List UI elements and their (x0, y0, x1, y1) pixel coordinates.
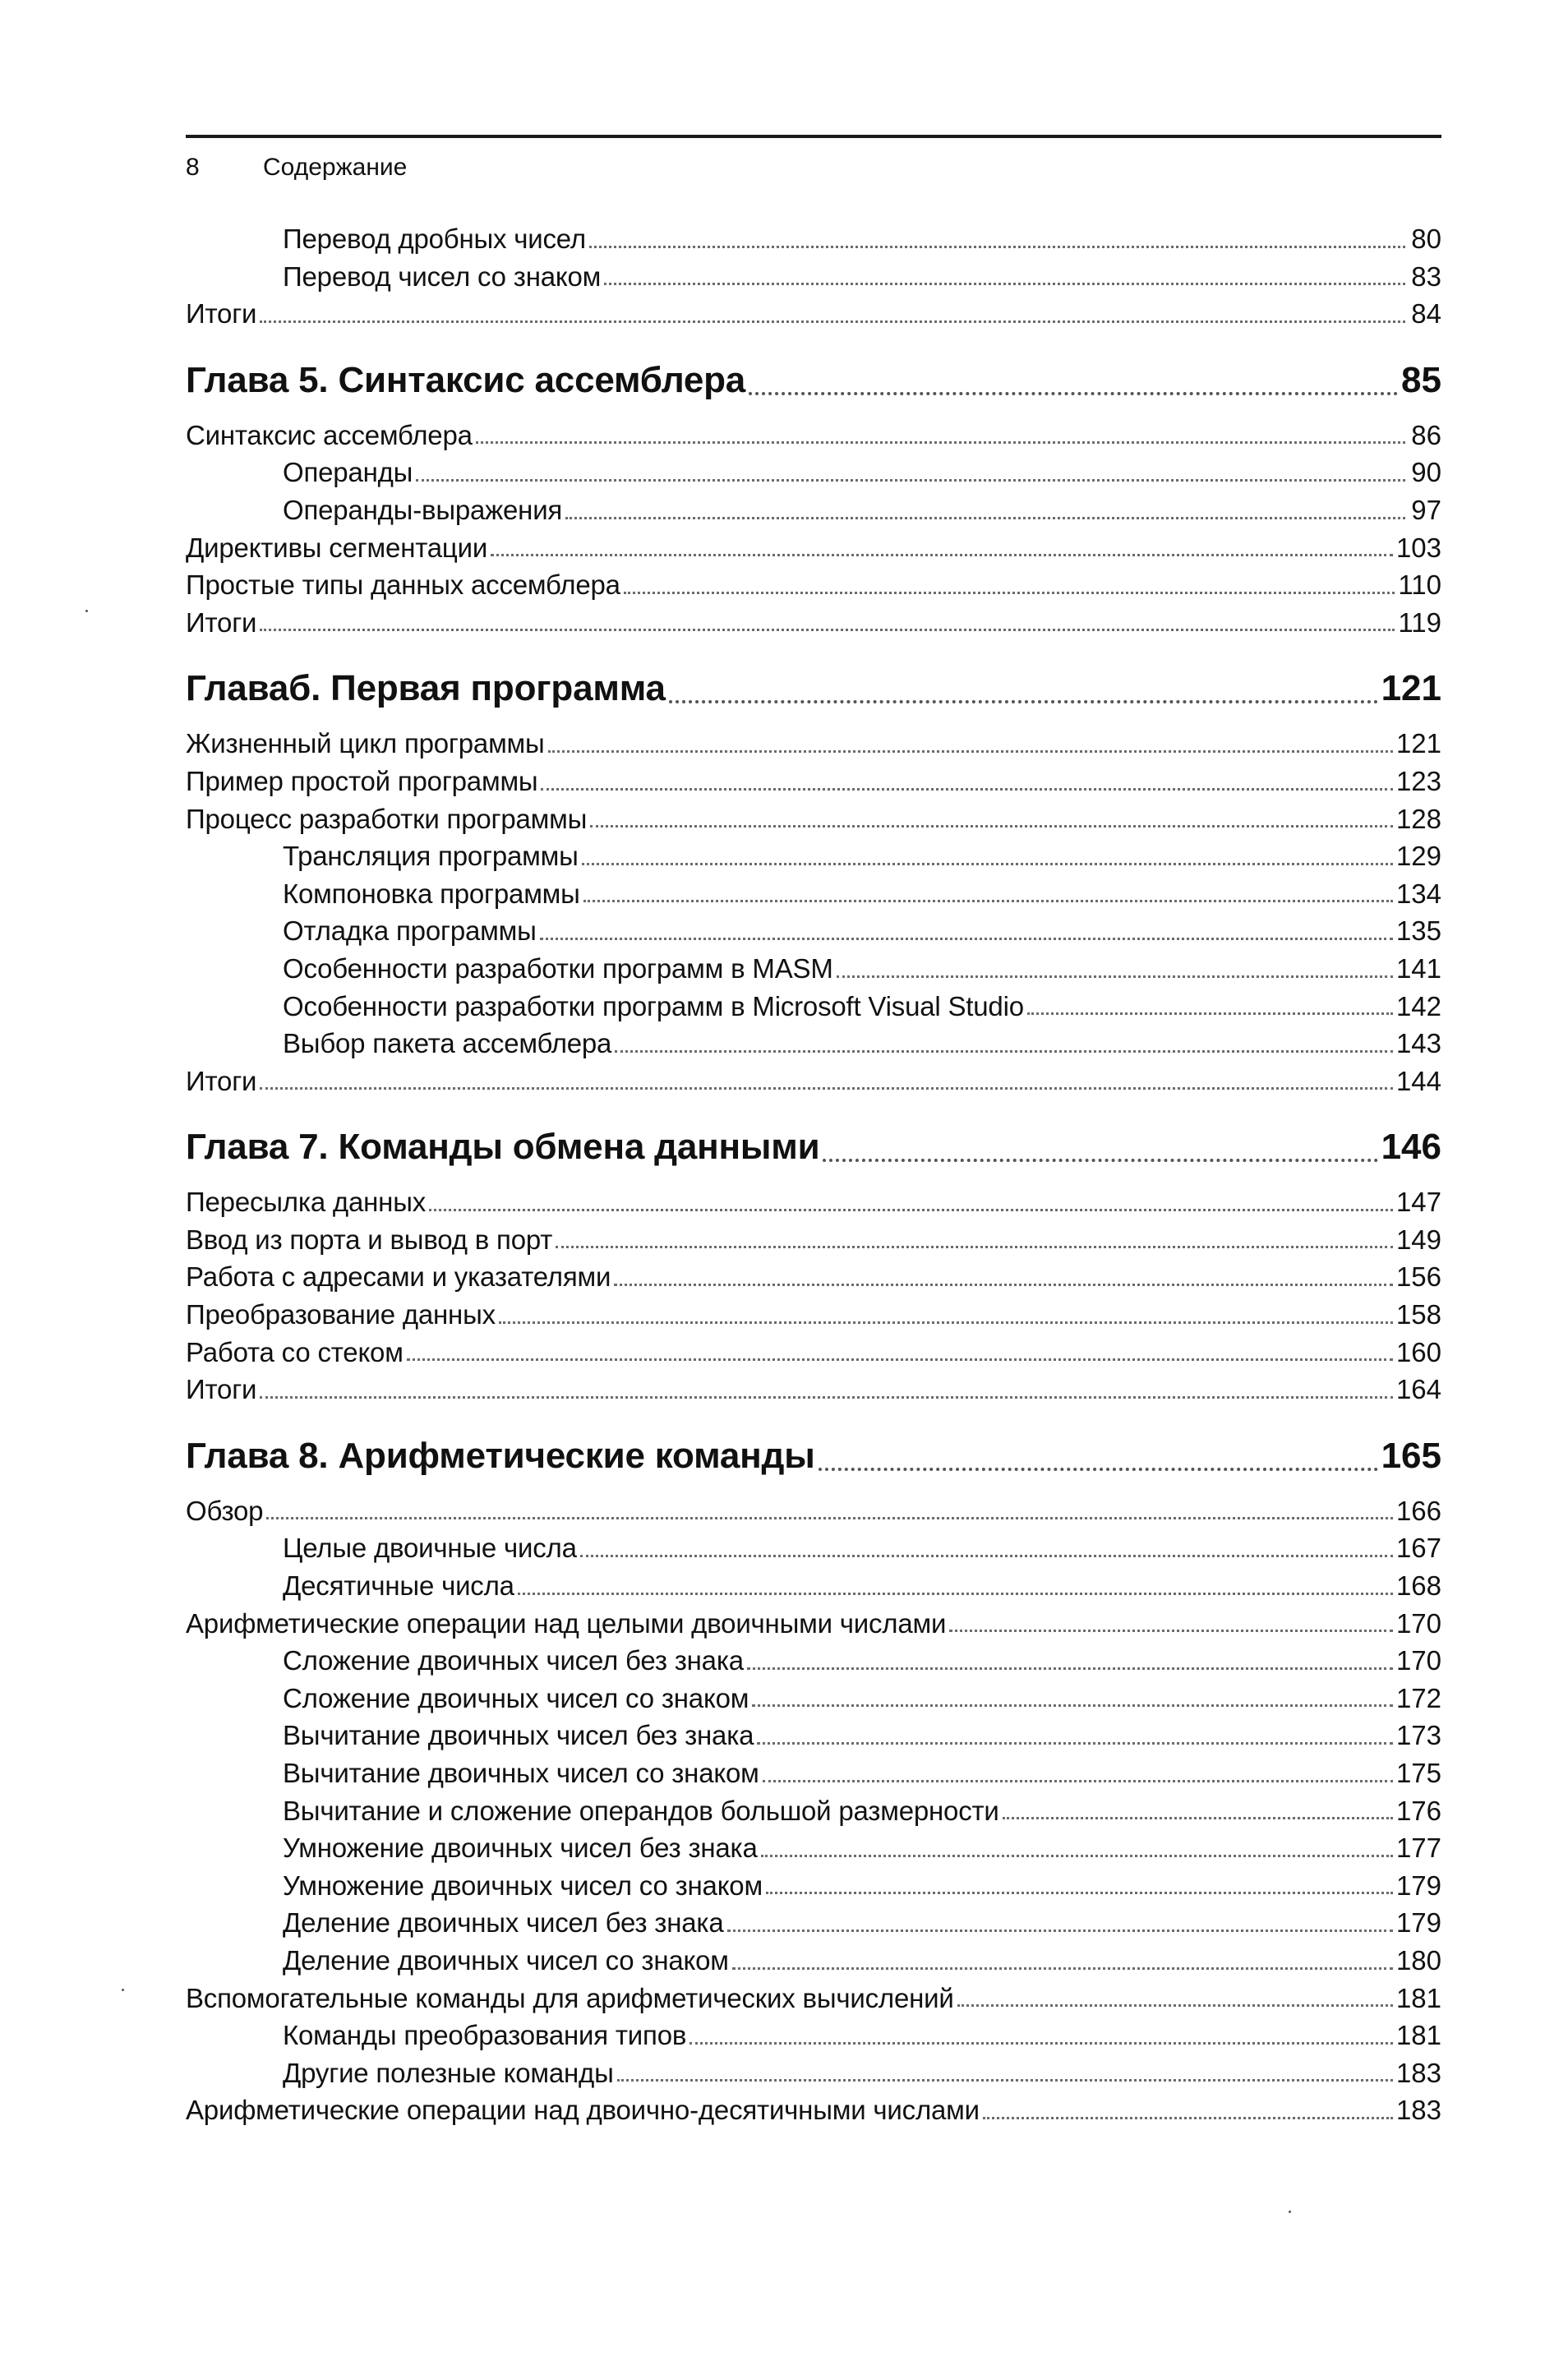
entry-title: Умножение двоичных чисел со знаком (283, 1870, 763, 1901)
entry-title: Обзор (186, 1495, 264, 1526)
chapter-title: Глава 8. Арифметические команды (186, 1435, 815, 1476)
toc-entry-row (186, 1063, 1441, 1100)
page-ref: 160 (1395, 1336, 1441, 1367)
dot-leader (260, 628, 1395, 631)
entry-title: Перевод чисел со знаком (283, 260, 602, 292)
page-ref: 164 (1395, 1374, 1441, 1405)
dot-leader (416, 478, 1405, 482)
entry-title: Вспомогательные команды для арифметических вычислений (186, 1982, 954, 2013)
entry-title: Работа с адресами и указателями (186, 1261, 611, 1293)
toc-entry-row (186, 295, 1441, 333)
dot-leader (689, 2041, 1393, 2045)
page-ref: 181 (1395, 1982, 1441, 2013)
toc-entry-row (186, 2091, 1441, 2129)
dot-leader (589, 245, 1405, 248)
entry-title: Итоги (186, 1374, 257, 1405)
page-ref: 123 (1395, 765, 1441, 796)
entry-title: Деление двоичных чисел со знаком (283, 1944, 729, 1976)
toc-entry-row (186, 529, 1441, 567)
page-ref: 119 (1398, 606, 1441, 638)
entry-title: Деление двоичных чисел без знака (283, 1907, 724, 1939)
toc-entry-row (186, 258, 1441, 296)
toc-entry-row (186, 220, 1441, 258)
entry-title: Арифметические операции над двоично-десятичными числами (186, 2095, 980, 2126)
toc-entry-row (186, 1792, 1441, 1830)
entry-title: Сложение двоичных чисел без знака (283, 1645, 744, 1676)
scan-speck (85, 610, 88, 612)
dot-leader (752, 1704, 1393, 1707)
dot-leader (837, 975, 1393, 978)
dot-leader (260, 1395, 1393, 1399)
toc-entry-row (186, 763, 1441, 800)
page-ref: 172 (1395, 1682, 1441, 1713)
page-number: 8 (186, 154, 200, 181)
entry-title: Ввод из порта и вывод в порт (186, 1224, 553, 1255)
page-ref: 121 (1395, 728, 1441, 759)
page-ref: 181 (1395, 2020, 1441, 2051)
page-ref: 80 (1411, 224, 1441, 254)
toc-entry-row (186, 454, 1441, 491)
page-ref: 147 (1395, 1187, 1441, 1218)
page-ref: 83 (1411, 260, 1441, 292)
entry-title: Сложение двоичных чисел со знаком (283, 1682, 749, 1713)
toc-entry-row (186, 1492, 1441, 1530)
toc-chapter-row (186, 1425, 1441, 1487)
dot-leader (491, 553, 1393, 556)
entry-title: Простые типы данных ассемблера (186, 569, 620, 601)
dot-leader (624, 591, 1395, 594)
dot-leader (949, 1629, 1393, 1632)
dot-leader (583, 899, 1393, 902)
toc-entry-row (186, 1904, 1441, 1942)
entry-title: Процесс разработки программы (186, 803, 588, 834)
header-rule (186, 135, 1441, 138)
entry-title: Итоги (186, 606, 257, 638)
page-ref: 170 (1395, 1607, 1441, 1639)
toc-entry-row (186, 604, 1441, 642)
entry-title: Десятичные числа (283, 1570, 514, 1602)
toc-entry-row (186, 1221, 1441, 1259)
dot-leader (518, 1592, 1393, 1595)
entry-title: Особенности разработки программ в Microsoft Visual Studio (283, 990, 1024, 1021)
chapter-title: Главаб. Первая программа (186, 668, 666, 709)
toc-entry-row (186, 1680, 1441, 1717)
entry-title: Умножение двоичных чисел без знака (283, 1833, 758, 1864)
dot-leader (548, 749, 1393, 753)
page-ref: 166 (1395, 1495, 1441, 1526)
entry-title: Операнды (283, 457, 413, 488)
entry-title: Синтаксис ассемблера (186, 419, 473, 450)
dot-leader (615, 1049, 1393, 1053)
page-ref: 167 (1395, 1533, 1441, 1564)
page-ref: 144 (1395, 1065, 1441, 1096)
dot-leader (823, 1158, 1377, 1162)
page-ref: 97 (1411, 494, 1441, 525)
dot-leader (983, 2116, 1393, 2119)
entry-title: Пример простой программы (186, 765, 538, 796)
dot-leader (732, 1966, 1393, 1970)
entry-title: Директивы сегментации (186, 532, 488, 563)
scan-speck (1289, 2211, 1291, 2213)
running-header (186, 151, 407, 184)
toc-entry-row (186, 491, 1441, 529)
toc-chapter-row (186, 349, 1441, 412)
running-title: Содержание (263, 154, 408, 181)
toc-entry-row (186, 1371, 1441, 1409)
toc-entry-row (186, 1334, 1441, 1372)
page-ref: 142 (1395, 990, 1441, 1021)
dot-leader (407, 1358, 1393, 1361)
page-ref: 180 (1395, 1944, 1441, 1976)
toc-entry-row (186, 950, 1441, 988)
dot-leader (819, 1467, 1378, 1471)
page-ref: 90 (1411, 457, 1441, 488)
scan-speck (122, 1989, 124, 1991)
toc-entry-row (186, 988, 1441, 1026)
dot-leader (565, 516, 1405, 519)
page-ref: 134 (1395, 878, 1441, 909)
entry-title: Работа со стеком (186, 1336, 404, 1367)
entry-title: Компоновка программы (283, 878, 580, 909)
dot-leader (429, 1208, 1393, 1211)
entry-title: Итоги (186, 298, 257, 330)
page-ref: 179 (1395, 1870, 1441, 1901)
dot-leader (727, 1929, 1393, 1932)
page-ref: 110 (1398, 569, 1441, 601)
dot-leader (540, 937, 1393, 940)
entry-title: Перевод дробных чисел (283, 224, 586, 254)
page-ref: 86 (1411, 419, 1441, 450)
entry-title: Вычитание и сложение операндов большой размерности (283, 1795, 999, 1826)
toc-entry-row (186, 1829, 1441, 1867)
toc-chapter-row (186, 657, 1441, 720)
toc-entry-row (186, 417, 1441, 454)
toc-entry-row (186, 1942, 1441, 1980)
dot-leader (541, 787, 1392, 791)
dot-leader (556, 1245, 1393, 1248)
dot-leader (582, 862, 1393, 865)
entry-title: Преобразование данных (186, 1299, 496, 1330)
dot-leader (580, 1554, 1393, 1557)
toc-entry-row (186, 837, 1441, 875)
dot-leader (476, 440, 1405, 444)
entry-title: Арифметические операции над целыми двоичными числами (186, 1607, 947, 1639)
page-ref: 175 (1395, 1758, 1441, 1788)
dot-leader (266, 1516, 1393, 1519)
entry-title: Вычитание двоичных чисел со знаком (283, 1758, 759, 1788)
dot-leader (260, 1086, 1393, 1090)
chapter-title: Глава 5. Синтаксис ассемблера (186, 359, 746, 400)
dot-leader (590, 824, 1393, 828)
entry-title: Трансляция программы (283, 841, 579, 872)
dot-leader (749, 391, 1398, 395)
toc-entry-row (186, 1605, 1441, 1643)
page-ref: 146 (1381, 1127, 1441, 1168)
dot-leader (747, 1667, 1393, 1670)
page-ref: 143 (1395, 1028, 1441, 1059)
toc-entry-row (186, 1183, 1441, 1221)
entry-title: Жизненный цикл программы (186, 728, 545, 759)
toc-entry-row (186, 725, 1441, 763)
toc-entry-row (186, 1025, 1441, 1063)
page-ref: 177 (1395, 1833, 1441, 1864)
toc-entry-row (186, 912, 1441, 950)
page-ref: 158 (1395, 1299, 1441, 1330)
page-ref: 176 (1395, 1795, 1441, 1826)
page-ref: 170 (1395, 1645, 1441, 1676)
table-of-contents (186, 220, 1441, 2129)
page-ref: 85 (1401, 359, 1441, 400)
dot-leader (761, 1854, 1393, 1857)
toc-entry-row (186, 566, 1441, 604)
toc-entry-row (186, 2017, 1441, 2054)
toc-entry-row (186, 1754, 1441, 1792)
toc-entry-row (186, 1642, 1441, 1680)
page-ref: 183 (1395, 2095, 1441, 2126)
chapter-title: Глава 7. Команды обмена данными (186, 1127, 820, 1168)
dot-leader (499, 1321, 1393, 1324)
page-ref: 156 (1395, 1261, 1441, 1293)
toc-entry-row (186, 2054, 1441, 2092)
toc-entry-row (186, 1717, 1441, 1754)
toc-entry-row (186, 1258, 1441, 1296)
page-ref: 129 (1395, 841, 1441, 872)
toc-entry-row (186, 800, 1441, 838)
entry-title: Итоги (186, 1065, 257, 1096)
page-ref: 128 (1395, 803, 1441, 834)
page-ref: 183 (1395, 2057, 1441, 2088)
entry-title: Особенности разработки программ в MASM (283, 952, 833, 984)
page-ref: 168 (1395, 1570, 1441, 1602)
page-ref: 141 (1395, 952, 1441, 984)
dot-leader (1003, 1816, 1393, 1819)
page-ref: 149 (1395, 1224, 1441, 1255)
entry-title: Выбор пакета ассемблера (283, 1028, 612, 1059)
toc-entry-row (186, 1529, 1441, 1567)
page-ref: 84 (1411, 298, 1441, 330)
entry-title: Команды преобразования типов (283, 2020, 687, 2051)
dot-leader (757, 1741, 1393, 1745)
entry-title: Операнды-выражения (283, 494, 563, 525)
entry-title: Целые двоичные числа (283, 1533, 577, 1564)
entry-title: Вычитание двоичных чисел без знака (283, 1720, 754, 1751)
dot-leader (1027, 1012, 1393, 1015)
toc-chapter-row (186, 1116, 1441, 1178)
page-ref: 179 (1395, 1907, 1441, 1939)
dot-leader (617, 2078, 1393, 2082)
page-ref: 103 (1395, 532, 1441, 563)
toc-entry-row (186, 875, 1441, 913)
dot-leader (260, 320, 1405, 323)
toc-entry-row (186, 1296, 1441, 1334)
toc-entry-row (186, 1980, 1441, 2017)
page-ref: 121 (1381, 668, 1441, 709)
dot-leader (766, 1891, 1393, 1894)
toc-entry-row (186, 1567, 1441, 1605)
page-ref: 165 (1381, 1435, 1441, 1476)
dot-leader (957, 2003, 1393, 2007)
dot-leader (604, 282, 1405, 285)
dot-leader (763, 1779, 1393, 1782)
page-ref: 135 (1395, 915, 1441, 947)
toc-entry-row (186, 1867, 1441, 1905)
entry-title: Пересылка данных (186, 1187, 427, 1218)
dot-leader (614, 1283, 1393, 1286)
entry-title: Другие полезные команды (283, 2057, 614, 2088)
page-ref: 173 (1395, 1720, 1441, 1751)
entry-title: Отладка программы (283, 915, 537, 947)
dot-leader (669, 699, 1378, 703)
